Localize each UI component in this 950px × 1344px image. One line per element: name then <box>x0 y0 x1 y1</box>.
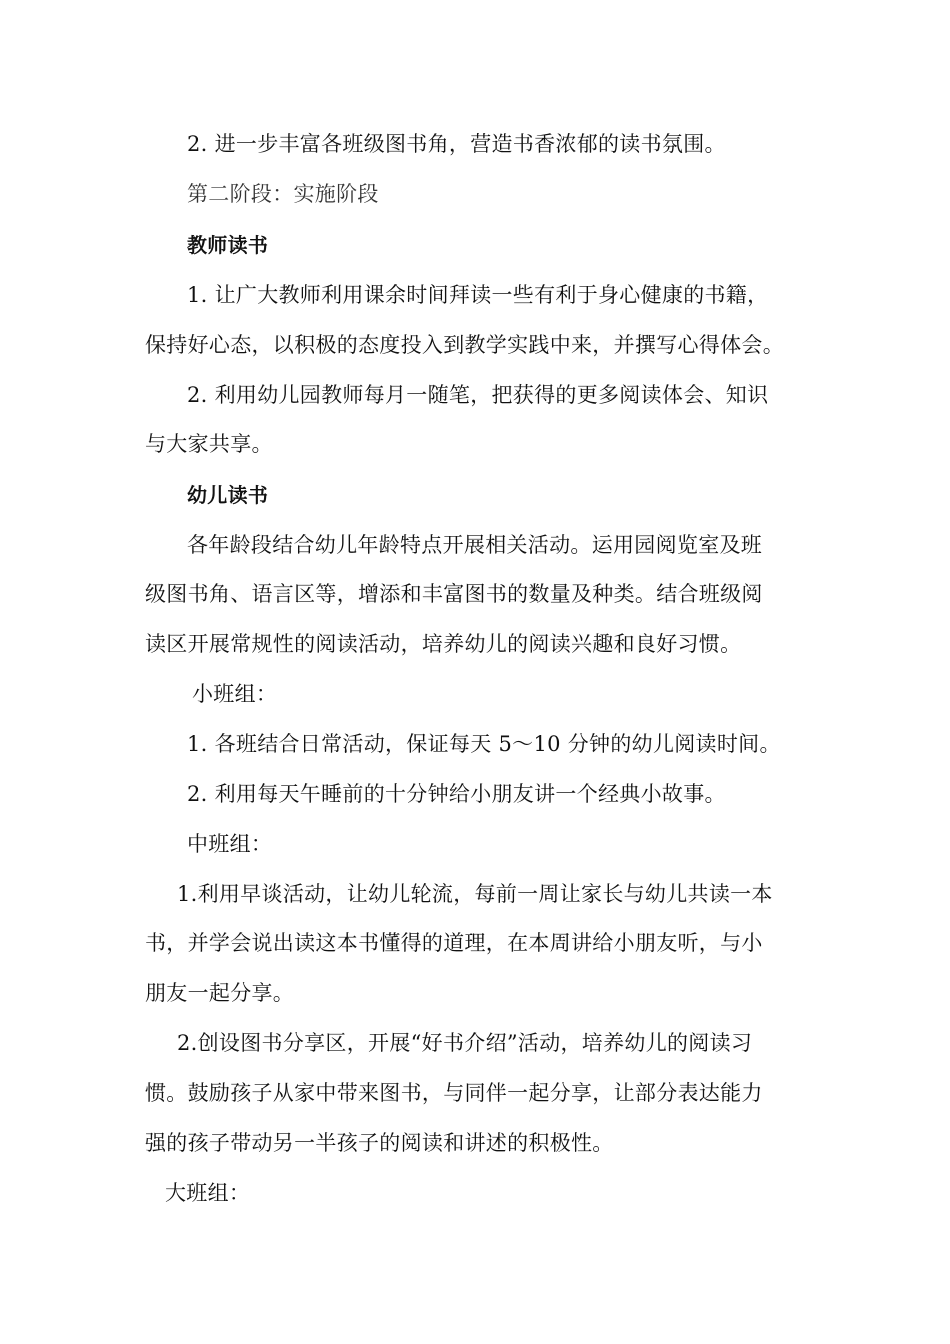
paragraph-line-8: 读区开展常规性的阅读活动，培养幼儿的阅读兴趣和良好习惯。 <box>145 632 742 656</box>
paragraph-line-10: 2. 利用每天午睡前的十分钟给小朋友讲一个经典小故事。 <box>187 782 726 806</box>
group-heading-large-class: 大班组： <box>165 1181 251 1205</box>
paragraph-line-12: 书，并学会说出读这本书懂得的道理，在本周讲给小朋友听，与小 <box>145 931 763 955</box>
paragraph-line-15: 惯。鼓励孩子从家中带来图书，与同伴一起分享，让部分表达能力 <box>145 1081 763 1105</box>
paragraph-line-6: 各年龄段结合幼儿年龄特点开展相关活动。运用园阅览室及班 <box>187 533 763 557</box>
paragraph-line-9: 1. 各班结合日常活动，保证每天 5～10 分钟的幼儿阅读时间。 <box>187 732 781 756</box>
section-heading-teacher-reading: 教师读书 <box>187 233 269 257</box>
paragraph-line-3: 保持好心态，以积极的态度投入到教学实践中来，并撰写心得体会。 <box>145 333 784 357</box>
paragraph-line-4: 2. 利用幼儿园教师每月一随笔，把获得的更多阅读体会、知识 <box>187 383 769 407</box>
paragraph-line-2: 1. 让广大教师利用课余时间拜读一些有利于身心健康的书籍， <box>187 283 769 307</box>
paragraph-line-11: 1.利用早谈活动，让幼儿轮流，每前一周让家长与幼儿共读一本 <box>177 882 773 906</box>
paragraph-line-14: 2.创设图书分享区，开展“好书介绍”活动，培养幼儿的阅读习 <box>177 1031 753 1055</box>
paragraph-line-7: 级图书角、语言区等，增添和丰富图书的数量及种类。结合班级阅 <box>145 582 763 606</box>
group-heading-middle-class: 中班组： <box>187 832 273 856</box>
paragraph-line-1: 2. 进一步丰富各班级图书角，营造书香浓郁的读书氛围。 <box>187 132 726 156</box>
stage-heading: 第二阶段：实施阶段 <box>187 182 379 206</box>
paragraph-line-16: 强的孩子带动另一半孩子的阅读和讲述的积极性。 <box>145 1131 614 1155</box>
section-heading-child-reading: 幼儿读书 <box>187 483 269 507</box>
group-heading-small-class: 小班组： <box>192 682 278 706</box>
paragraph-line-5: 与大家共享。 <box>145 432 273 456</box>
paragraph-line-13: 朋友一起分享。 <box>145 981 295 1005</box>
